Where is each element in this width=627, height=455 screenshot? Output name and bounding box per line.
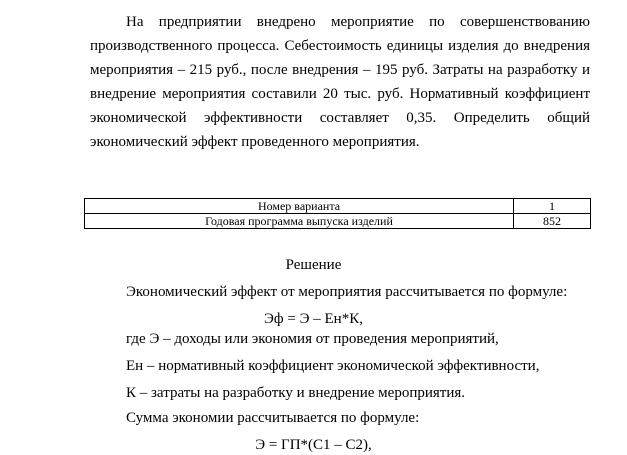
- table-cell-label: Годовая программа выпуска изделий: [85, 214, 514, 229]
- table-cell-value: 852: [514, 214, 591, 229]
- variant-table: [84, 198, 591, 229]
- definition-e: где Э – доходы или экономия от проведения мероприятий,: [126, 331, 499, 347]
- formula-savings: Э = ГП*(С1 – С2),: [255, 437, 372, 453]
- definition-en: Ен – нормативный коэффициент экономической эффективности,: [126, 358, 540, 374]
- table-row: [85, 214, 591, 229]
- savings-intro: Сумма экономии рассчитывается по формуле:: [126, 410, 420, 426]
- table-row: [85, 199, 591, 214]
- definition-k: К – затраты на разработку и внедрение мероприятия.: [126, 385, 466, 401]
- problem-statement: На предприятии внедрено мероприятие по совершенствованию производственного процесса. Себестоимость единицы изделия до внедрения мероприятия – 215 руб., после внедрения – 195 руб. Затраты на разработку и внедрение мероприятия составили 20 тыс. руб. Нормативный коэффициент экономической эффективности составляет 0,35. Определить общий экономический эффект проведенного мероприятия.: [90, 14, 590, 150]
- table-cell-value: 1: [514, 199, 591, 214]
- table-cell-label: Номер варианта: [85, 199, 514, 214]
- solution-heading: Решение: [285, 257, 342, 273]
- formula-effect: Эф = Э – Ен*К,: [264, 311, 363, 327]
- solution-intro: Экономический эффект от мероприятия рассчитывается по формуле:: [126, 284, 568, 300]
